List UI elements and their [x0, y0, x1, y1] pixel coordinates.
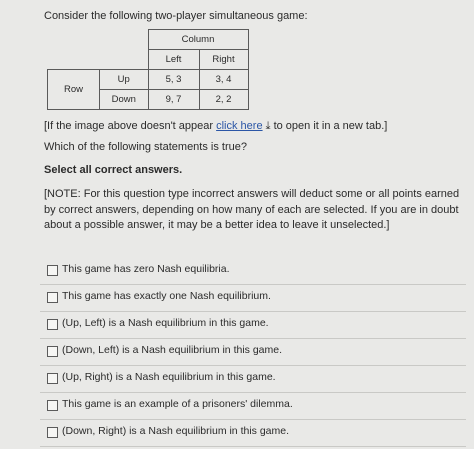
checkbox[interactable]: [47, 427, 58, 438]
row-label-up: Up: [100, 70, 149, 90]
checkbox[interactable]: [47, 373, 58, 384]
answer-option[interactable]: (Up, Right) is a Nash equilibrium in this game.: [40, 366, 466, 393]
col-label-right: Right: [199, 50, 248, 70]
answer-option[interactable]: (Down, Left) is a Nash equilibrium in this game.: [40, 339, 466, 366]
checkbox[interactable]: [47, 400, 58, 411]
row-header: Row: [48, 70, 100, 110]
prompt-text: Consider the following two-player simultaneous game:: [44, 10, 308, 22]
click-here-link[interactable]: click here: [216, 120, 263, 132]
row-label-down: Down: [100, 90, 149, 110]
image-hint: [If the image above doesn't appear click here ⤓ to open it in a new tab.]: [44, 120, 388, 132]
answer-option[interactable]: This game has zero Nash equilibria.: [40, 258, 466, 285]
payoff-table: [47, 29, 249, 110]
download-icon: ⤓: [265, 120, 271, 132]
answer-options: [40, 258, 466, 447]
question-text: Which of the following statements is true?: [44, 141, 247, 153]
payoff-cell: 2, 2: [199, 90, 248, 110]
payoff-cell: 3, 4: [199, 70, 248, 90]
instruction-text: Select all correct answers.: [44, 164, 183, 176]
answer-option[interactable]: This game is an example of a prisoners' dilemma.: [40, 393, 466, 420]
answer-option[interactable]: (Up, Left) is a Nash equilibrium in this game.: [40, 312, 466, 339]
answer-option[interactable]: This game has exactly one Nash equilibrium.: [40, 285, 466, 312]
payoff-cell: 5, 3: [148, 70, 199, 90]
answer-option[interactable]: (Down, Right) is a Nash equilibrium in this game.: [40, 420, 466, 447]
checkbox[interactable]: [47, 292, 58, 303]
payoff-cell: 9, 7: [148, 90, 199, 110]
checkbox[interactable]: [47, 319, 58, 330]
col-label-left: Left: [148, 50, 199, 70]
checkbox[interactable]: [47, 346, 58, 357]
note-text: [NOTE: For this question type incorrect answers will deduct some or all points earned by correct answers, depending on how many of each are selected. If you are in doubt about a possible answer, it may be a better idea to leave it unselected.]: [44, 188, 460, 231]
column-header: Column: [148, 30, 248, 50]
checkbox[interactable]: [47, 265, 58, 276]
